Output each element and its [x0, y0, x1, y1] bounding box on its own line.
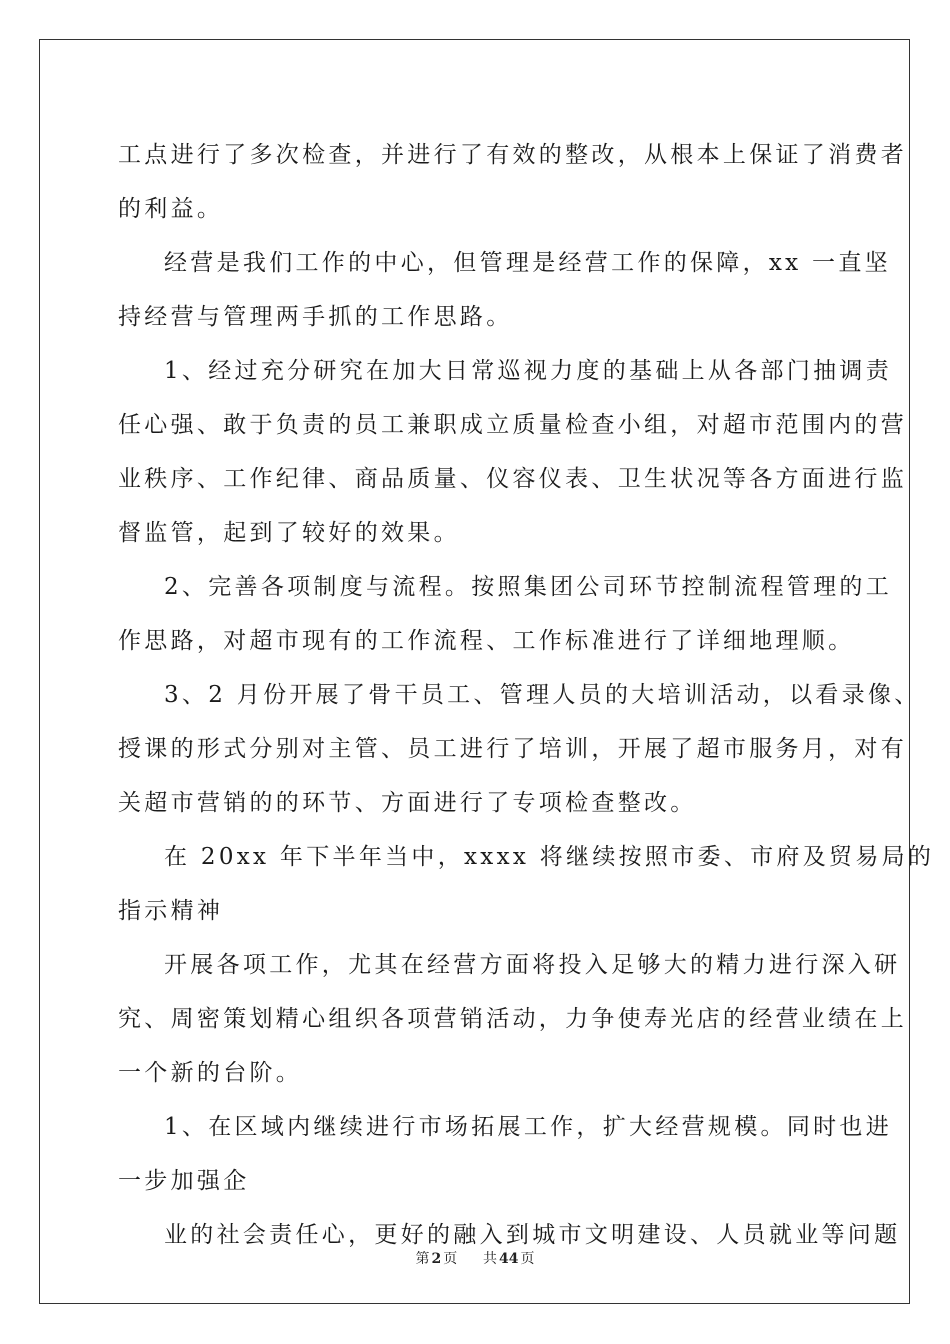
text-line: 作思路，对超市现有的工作流程、工作标准进行了详细地理顺。 [118, 628, 855, 654]
text-line: 2、完善各项制度与流程。按照集团公司环节控制流程管理的工 [164, 574, 893, 600]
page-prefix: 第 [415, 1251, 430, 1267]
page-number: 2 [431, 1251, 442, 1267]
total-indicator [481, 1251, 536, 1267]
text-line: 任心强、敢于负责的员工兼职成立质量检查小组，对超市范围内的营 [118, 412, 907, 438]
text-line: 授课的形式分别对主管、员工进行了培训，开展了超市服务月，对有 [118, 736, 907, 762]
text-line: 督监管，起到了较好的效果。 [118, 520, 460, 546]
text-line: 在 20xx 年下半年当中，xxxx 将继续按照市委、市府及贸易局的 [164, 844, 935, 870]
total-suffix: 页 [520, 1251, 535, 1267]
text-line: 业秩序、工作纪律、商品质量、仪容仪表、卫生状况等各方面进行监 [118, 466, 907, 492]
text-line: 工点进行了多次检查，并进行了有效的整改，从根本上保证了消费者 [118, 142, 907, 168]
total-prefix: 共 [483, 1251, 498, 1267]
text-line: 1、在区域内继续进行市场拓展工作，扩大经营规模。同时也进 [164, 1114, 893, 1140]
text-line: 究、周密策划精心组织各项营销活动，力争使寿光店的经营业绩在上 [118, 1006, 907, 1032]
text-line: 关超市营销的的环节、方面进行了专项检查整改。 [118, 790, 697, 816]
text-line: 1、经过充分研究在加大日常巡视力度的基础上从各部门抽调责 [164, 358, 893, 384]
text-line: 一步加强企 [118, 1168, 250, 1194]
text-line: 业的社会责任心，更好的融入到城市文明建设、人员就业等问题 [164, 1222, 901, 1248]
text-line: 3、2 月份开展了骨干员工、管理人员的大培训活动，以看录像、 [164, 682, 921, 708]
text-line: 开展各项工作，尤其在经营方面将投入足够大的精力进行深入研 [164, 952, 901, 978]
text-line: 指示精神 [118, 898, 224, 924]
text-line: 持经营与管理两手抓的工作思路。 [118, 304, 513, 330]
page-indicator [413, 1251, 459, 1267]
text-line: 的利益。 [118, 196, 224, 222]
page-suffix: 页 [443, 1251, 458, 1267]
document-body [118, 128, 935, 1262]
total-pages: 44 [499, 1251, 519, 1267]
text-line: 经营是我们工作的中心，但管理是经营工作的保障，xx 一直坚 [164, 250, 891, 276]
page-footer [0, 1248, 950, 1268]
text-line: 一个新的台阶。 [118, 1060, 303, 1086]
